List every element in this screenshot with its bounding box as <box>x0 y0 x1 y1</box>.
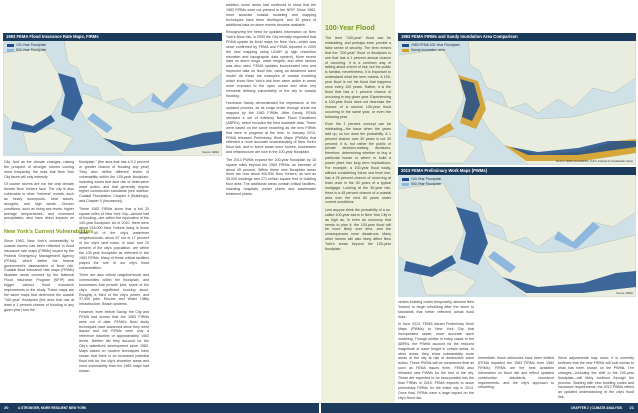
section-heading-vulnerabilities: New York's Current Vulnerabilities <box>4 229 94 235</box>
map-1983-firms-title: 1983 FEMA Flood Insurance Rate Maps, FIRMs <box>3 33 222 41</box>
right-footer-title: CHAPTER 2 | CLIMATE ANALYSIS <box>570 406 622 410</box>
paragraph: The term "100-year" flood can be misleading, and perhaps even provide a false sense of security. The term means that the "100-year" flood or floodplain is one that has a 1 percent annual chance of occurring. It is a common way of talking about a level of risk, but the public is familiar, nevertheless, it is important to understand what the term means. A 100-year flood is not the flood that happens once every 100 years. Rather, it is the flood that has a 1 percent chance of occurring in any given year. Experiencing a 100-year flood does not decrease the chance of a second 100-year flood occurring in the same year, or even the following year. <box>325 36 391 119</box>
legend-label: 1983 FEMA 100-Year Floodplain <box>411 43 460 47</box>
map-2013-pwms <box>398 167 636 297</box>
right-footer <box>321 403 638 413</box>
map-1983-firms-legend <box>7 43 46 53</box>
paragraph: There are also critical neighborhoods and communities within the floodplain, and businesses that provide jobs, some of the city's most significant housing stock. Roughly a third of the city's power, and 37,000 jobs. Electric and Water Utility Infrastructure, Beach systems. <box>79 272 149 307</box>
legend-label: 500-Year Floodplain <box>411 182 442 186</box>
sidebar-heading: 100-Year Flood <box>325 25 375 32</box>
left-column-2 <box>79 160 149 400</box>
paragraph: Even the 1 percent concept can be misleading—the issue when the years add up, so too does the probability. A 1 percent chance over 30 years is not 30 percent; it is, but rather the public or private decision-making decisions, therefore, determining whether to buy a particular house or where to build a power plant has long term implications. For example, a 100-year flood today, without considering future sea level rise, has a 26 percent chance of occurring at least once in the 30 years of a typical mortgage. Looking at the 30-year risk, there is a 45 percent chance of a coastal area over the next 60 years under current conditions. <box>325 121 391 205</box>
left-column-1-lower <box>4 239 74 399</box>
map-1983-firms-source: Source: FEMA <box>202 151 219 154</box>
paragraph: floodplain." (the area that has a 0.2 percent or greater chance of flooding any year) They also define different levels of vulnerability within the 100-year floodplain, including zones that face risk of destructive wave action, and that generally require higher construction standards (see sidebar: Coastal Floodplains, Chapter 4 (Buildings), and Chapter 5 (Insurance)). <box>79 160 149 204</box>
right-page-number: 21 <box>629 405 634 410</box>
legend-swatch-100yr <box>7 44 14 47</box>
paragraph: However, even before Sandy, the City and FEMA had known that the 1983 FIRMs were out of date. FEMA's flood study techniques have advanced since they were issued and the FIRMs were only a reference baseline of approximately 1983 levels. Neither did they account for the City's waterfront development since 1983. Maps based on modern techniques have shown that there is an increased potential flood risk for the city's shoreline areas and more vulnerability than the 1983 maps had shown. <box>79 309 149 373</box>
legend-swatch-100yr <box>402 44 409 47</box>
legend-item <box>402 48 460 53</box>
map-2013-pwms-title: 2013 FEMA Preliminary Work Maps (PWMs) <box>398 167 636 175</box>
map-firms-sandy-source: Source: FEMA (NOAA/NWS; CUNY Institute for Sustainable Cities) <box>555 160 633 163</box>
legend-item <box>402 182 441 187</box>
legend-label: Sandy inundation area <box>411 48 445 52</box>
map-2013-pwms-source: Source: FEMA <box>616 292 633 295</box>
paragraph: City. And as the climate changes, raising the prospect of stronger storms coming more frequently, the risks that New York City faces will only intensify. <box>4 160 74 179</box>
legend-swatch-100yr <box>402 178 409 181</box>
paragraph: Lest anyone think the probability of a so-called 100-year storm in New York City is as high as, in even an economy that needs to plan it, the 100-year flood will be more likely over time, and the consequences more disastrous. Many other storms will also likely affect New York's areas beyond the 100-year floodplain. <box>325 207 391 252</box>
left-footer <box>0 403 319 413</box>
paragraph: Since adjustments may occur, it is currently believed that the new FIRMs will look similar to what has been shown on the PWMs. The changes—including the shift to the 100-year floodplain—will likely continue through the process. Starting with new building codes and insurance requirements, the 2013 PWMs reflect an updated understanding of the city's flood risk. <box>558 356 634 400</box>
paragraph: certain building codes temporarily, allowed New Yorkers to begin rebuilding after the storm to standards that better reflected actual flood risks. <box>398 300 474 319</box>
paragraph: Of course storms are not the only climate threats New Yorkers face. The city is also vulnerable to other "extreme" events, such as heavy downpours, heat waves, droughts, and high winds. Chronic conditions, such as rising sea levels, higher average temperatures, and increased precipitation, also have direct impacts on <box>4 182 74 221</box>
left-column-1 <box>4 160 74 222</box>
legend-label: 500-Year Floodplain <box>16 48 47 52</box>
map-1983-firms <box>3 33 222 156</box>
sidebar-text <box>325 36 391 394</box>
left-footer-title: A STRONGER, MORE RESILIENT NEW YORK <box>18 406 87 410</box>
right-column-3 <box>558 356 634 400</box>
right-column-1 <box>398 300 474 400</box>
left-column-3 <box>226 3 316 400</box>
paragraph: Immediate, these advisories have been shifted (FEMA imparted the 1983 FIRMs from 1983 FIRMs). FIRMs are the best available information on flood risk and reflect updated construction standards, insurance requirements, and the city's approach to rebuilding. <box>478 356 554 390</box>
left-page-number: 20 <box>4 405 9 410</box>
legend-swatch-sandy <box>402 49 409 52</box>
paragraph: These 1983 FIRMs show that a full 33 square miles of New York City—almost half of flooding—are within the equivalent of the 100-year floodplain. As of 2010, there were about 218,000 New Yorkers living in those areas. All of the city's waterfront neighborhoods, about 67 out of 17 percent of the city's land mass, in total, and 29 percent of the city's population, are within the 100-year floodplain as reflected in the 1983 FIRMs. Many of these critical facilities played the role of our city's flood vulnerabilities. <box>79 206 149 270</box>
paragraph: Recognizing the need for updated information on New York's flood risk, in 2009 the City formally requested that FEMA update its flood maps for New York—which was since confirmed by FEMA and FEMA reported in 2009 the new mapping using LiDAR (a high resolution elevation and topographic data system). More recent data on storm surge, wave heights, and other factors was also used. FEMA updates incorporated new and improved data on flood risk, using an advanced wave model. All these are examples of coastal modeling which show New York's risk from wave action in areas more exposed to the open ocean and other key elements defining vulnerability of the city to coastal flooding. <box>226 30 316 98</box>
paragraph: Hurricane Sandy demonstrated the importance of the updated process, as its surge broke through areas not mapped by the 1983 FIRMs. After Sandy, FEMA released a set of Advisory Base Flood Elevations (ABFEs), which included the best available data. These were based on the same modeling as the new FIRMs that were in progress at the time. In January 2013, FEMA released Preliminary Work Maps (PWMs) that reflected a more accurate understanding of New York's flood risk, and in some areas more homes, businesses and infrastructure are now in the 100-year floodplain. <box>226 101 316 155</box>
map-firms-sandy-legend <box>402 43 460 53</box>
legend-label: 100-Year Floodplain <box>411 177 442 181</box>
paragraph: Since 1983, New York's vulnerability to coastal storms has been reflected in flood insurance rate maps (FIRMs) issued by the Federal Emergency Management Agency (FEMA), which define the federal government's assessment of flood risk. Coastal flood insurance rate maps (FIRMs) illustrate areas covered by the National Flood Insurance Program (NFIP) and trigger various flood insurance requirements in the study. These maps are the same maps that determine the coastal "100-year" floodplain (the area that has at least a 1 percent chance of flooding in any given year) and the <box>4 239 74 312</box>
legend-swatch-500yr <box>402 183 409 186</box>
map-firms-sandy-comparison <box>398 33 636 165</box>
legend-item <box>7 48 46 53</box>
paragraph: The 2013 PWMs expand the 100-year floodplain by 15 square miles beyond the 1983 FIRMs, an increase of about 45 percent. Within these new floodplain areas there are now about 400,000 New Yorkers, as well as 35,000 buildings and 271 million square feet of building floor area. The additional areas contain critical facilities, including hospitals, power plants and wastewater treatment plants. <box>226 157 316 197</box>
right-column-2 <box>478 356 554 400</box>
legend-label: 100-Year Floodplain <box>16 43 47 47</box>
map-firms-sandy-title: 1983 FEMA FIRMs and Sandy Inundation Area Comparison <box>398 33 636 41</box>
paragraph: addition, some areas had continued to show that the 1983 FIRMs were not present in the NFIP. Since 1983, more accurate coastal modeling and mapping techniques have been developed, and 30 years of additional data on storm events became available. <box>226 3 316 27</box>
map-2013-pwms-legend <box>402 177 441 187</box>
paragraph: In June 2013, FEMA issued Preliminary Work Maps (PWMs) to New York City that incorporated newer, more accurate wave modeling. Though similar in many cases to the ABFEs, the PWMs account for the reduced magnitude of wave height in certain areas. In other areas, they show substantially more areas of the city at risk of destructive wave action. These PWMs will be considered final as soon as FEMA issues them, FEMA also released new PWMs for the rest of the city. These are expected to be incorporated into the final FIRMs in 2015. FEMA expects to issue preliminary FIRMs for the entire city in 2014. Once final, FIRMs have a large impact on the city's flood risk. <box>398 322 474 400</box>
legend-swatch-500yr <box>7 49 14 52</box>
